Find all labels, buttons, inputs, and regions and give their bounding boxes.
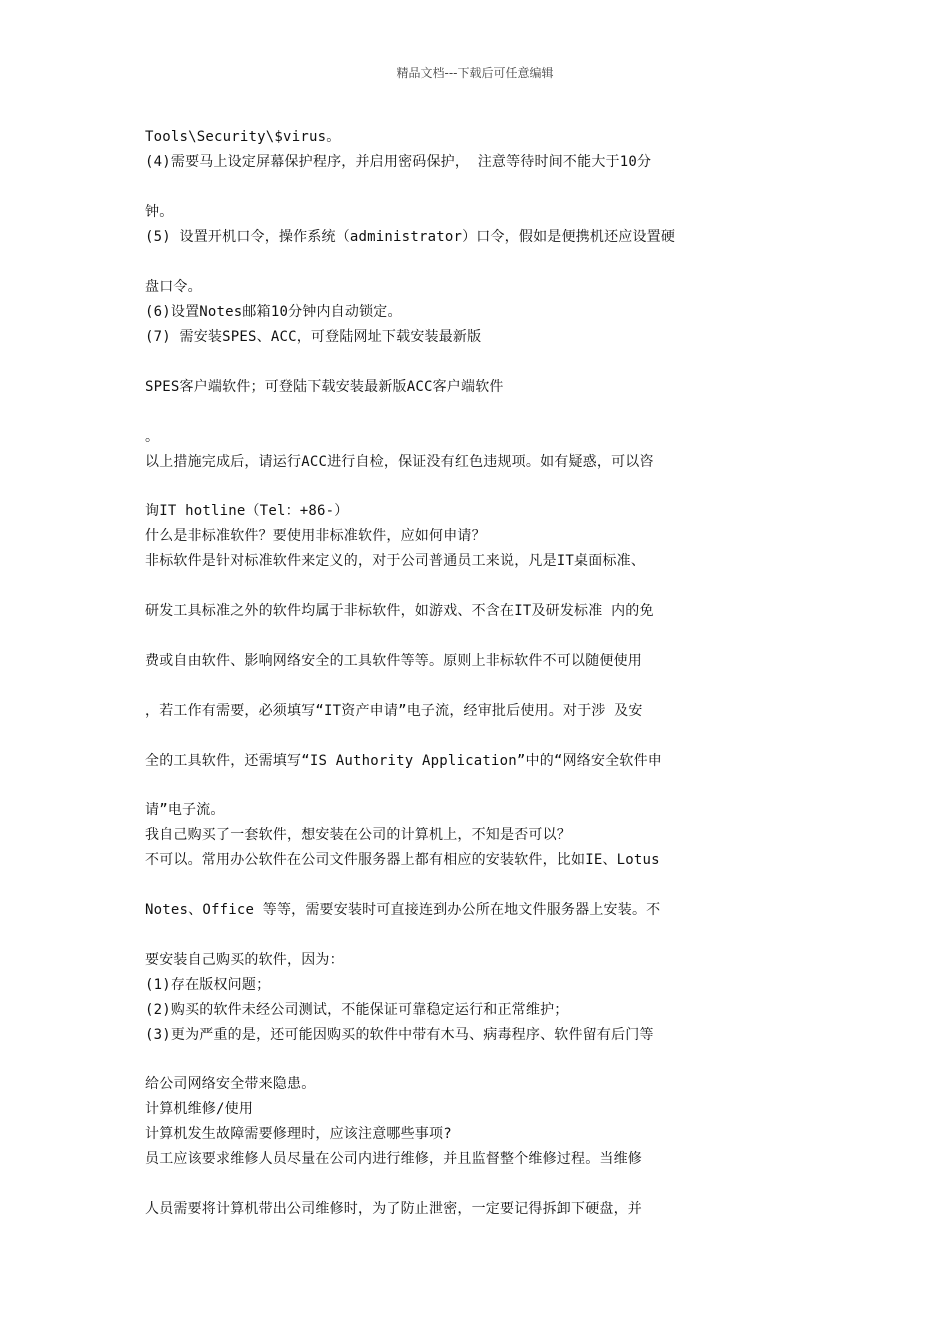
text-line: ，若工作有需要，必须填写“IT资产申请”电子流，经审批后使用。对于涉 及安	[145, 703, 643, 719]
text-line: 研发工具标准之外的软件均属于非标软件，如游戏、不含在IT及研发标准 内的免	[145, 603, 654, 619]
text-line: 什么是非标准软件？要使用非标准软件，应如何申请？	[145, 528, 486, 544]
text-line: (4)需要马上设定屏幕保护程序，并启用密码保护， 注意等待时间不能大于10分	[145, 154, 652, 170]
page-header: 精品文档---下载后可任意编辑	[396, 66, 554, 80]
text-line: (6)设置Notes邮箱10分钟内自动锁定。	[145, 304, 402, 320]
text-line: 以上措施完成后，请运行ACC进行自检，保证没有红色违规项。如有疑惑，可以咨	[145, 454, 654, 470]
section-heading: 计算机维修/使用	[145, 1101, 254, 1117]
text-line: (5) 设置开机口令，操作系统（administrator）口令，假如是便携机还应设置硬	[145, 229, 676, 245]
text-line: (3)更为严重的是，还可能因购买的软件中带有木马、病毒程序、软件留有后门等	[145, 1027, 654, 1043]
text-line: 员工应该要求维修人员尽量在公司内进行维修，并且监督整个维修过程。当维修	[145, 1151, 642, 1167]
text-line: 人员需要将计算机带出公司维修时，为了防止泄密，一定要记得拆卸下硬盘，并	[145, 1201, 642, 1217]
text-line: 费或自由软件、影响网络安全的工具软件等等。原则上非标软件不可以随便使用	[145, 653, 642, 669]
text-line: 不可以。常用办公软件在公司文件服务器上都有相应的安装软件，比如IE、Lotus	[145, 852, 660, 868]
text-line: 请”电子流。	[145, 802, 225, 818]
text-line: SPES客户端软件；可登陆下载安装最新版ACC客户端软件	[145, 379, 504, 395]
text-line: (1)存在版权问题；	[145, 977, 271, 993]
text-line: 钟。	[145, 204, 174, 220]
text-line: (2)购买的软件未经公司测试，不能保证可靠稳定运行和正常维护；	[145, 1002, 569, 1018]
text-line: 全的工具软件，还需填写“IS Authority Application”中的“网络安全软件申	[145, 753, 662, 769]
text-line: 计算机发生故障需要修理时，应该注意哪些事项?	[145, 1126, 452, 1142]
text-line: (7) 需安装SPES、ACC，可登陆网址下载安装最新版	[145, 329, 482, 345]
text-line: 询IT hotline（Tel：+86-）	[145, 503, 349, 519]
text-line: 我自己购买了一套软件，想安装在公司的计算机上，不知是否可以？	[145, 827, 571, 843]
text-line: 给公司网络安全带来隐患。	[145, 1076, 316, 1092]
text-line: 非标软件是针对标准软件来定义的，对于公司普通员工来说，凡是IT桌面标准、	[145, 553, 646, 569]
text-line: Notes、Office 等等，需要安装时可直接连到办公所在地文件服务器上安装。不	[145, 902, 661, 918]
text-line: 要安装自己购买的软件，因为：	[145, 952, 344, 968]
text-line: 盘口令。	[145, 279, 202, 295]
text-line: 。	[145, 429, 160, 445]
text-line: Tools\Security\$virus。	[145, 129, 341, 145]
